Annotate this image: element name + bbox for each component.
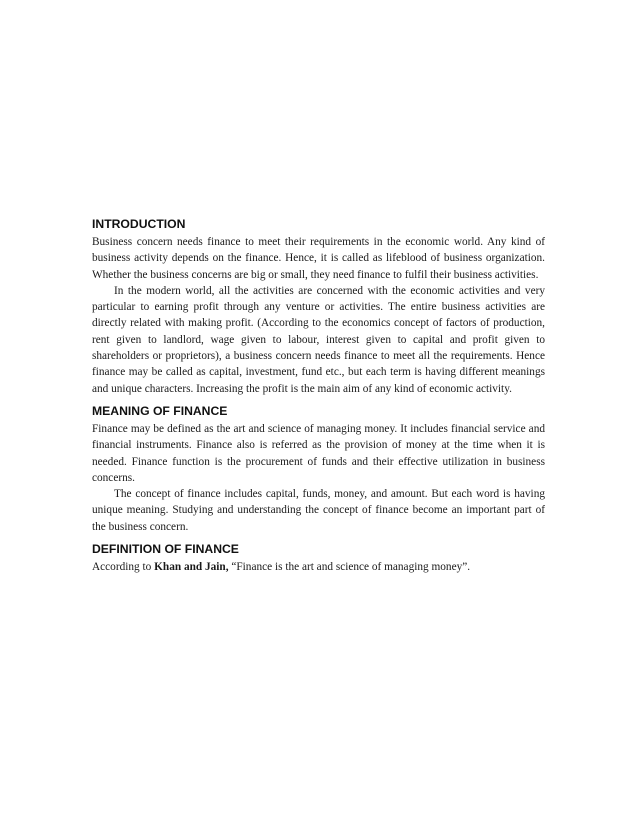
definition-quote: “Finance is the art and science of managing money”.: [228, 561, 471, 574]
introduction-heading: INTRODUCTION: [92, 217, 186, 231]
definition-paragraph: [92, 559, 545, 575]
introduction-paragraph-1: Business concern needs finance to meet their requirements in the economic world. Any kind of business activity depends on the finance. Hence, it is called as lifeblood of business organization. Whether the business concerns are big or small, they need finance to fulfil their business activities.: [92, 236, 545, 281]
definition-heading: DEFINITION OF FINANCE: [92, 542, 239, 557]
page-content: [92, 216, 545, 575]
meaning-paragraph-1: Finance may be defined as the art and science of managing money. It includes financial service and financial instruments. Finance also is referred as the provision of money at the time when it is needed. Finance function is the procurement of funds and their effective utilization in business concerns.: [92, 422, 545, 484]
meaning-paragraph-2: The concept of finance includes capital, funds, money, and amount. But each word is having unique meaning. Studying and understanding the concept of finance become an important part of the business concern.: [92, 488, 545, 533]
meaning-heading: MEANING OF FINANCE: [92, 403, 228, 418]
definition-prefix: According to: [92, 561, 155, 574]
definition-authors: Khan and Jain,: [154, 561, 229, 574]
introduction-paragraph-2: In the modern world, all the activities are concerned with the economic activities and very particular to earning profit through any venture or activities. The entire business activities are directly related with making profit. (According to the economics concept of factors of production, rent given to landlord, wage given to labour, interest given to capital and profit given to shareholders or proprietors), a business concern needs finance to meet all the requirements. Hence finance may be called as capital, investment, fund etc., but each term is having different meanings and unique characters. Increasing the profit is the main aim of any kind of economic activity.: [92, 284, 545, 395]
